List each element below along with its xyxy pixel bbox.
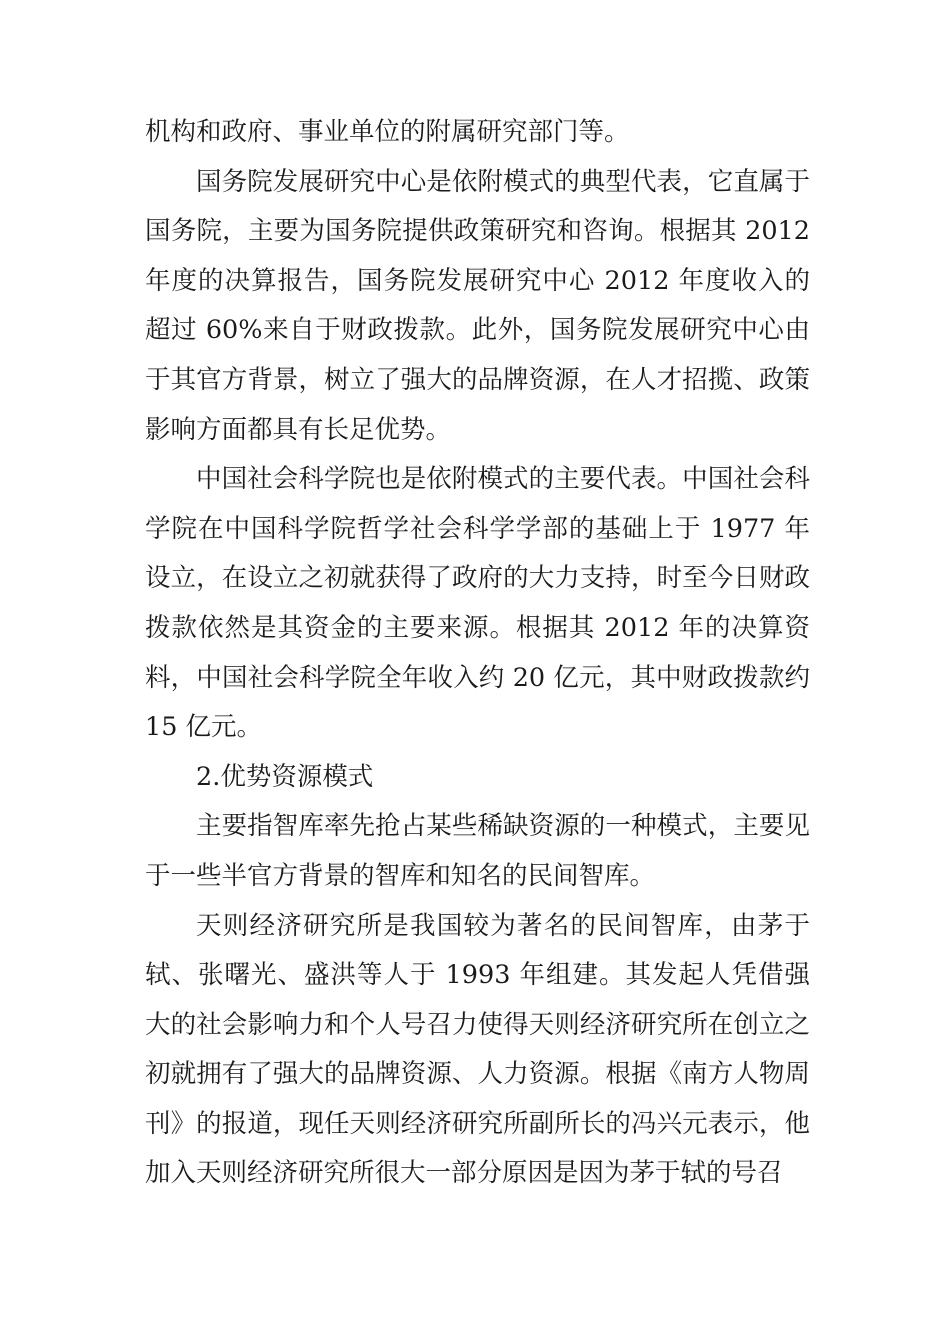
document-body <box>145 108 810 1199</box>
section-heading: 2.优势资源模式 <box>196 761 374 792</box>
paragraph-cass: 中国社会科学院也是依附模式的主要代表。中国社会科学院在中国科学院哲学社会科学学部的基础上于 1977 年设立，在设立之初就获得了政府的大力支持，时至今日财政拨款依然是其资金的主要来源。根据其 2012 年的决算资料，中国社会科学院全年收入约 20 亿元，其中财政拨款约 15 亿元。 <box>145 464 810 743</box>
paragraph-unirule: 天则经济研究所是我国较为著名的民间智库，由茅于轼、张曙光、盛洪等人于 1993 年组建。其发起人凭借强大的社会影响力和个人号召力使得天则经济研究所在创立之初就拥有了强大的品牌资源、人力资源。根据《南方人物周刊》的报道，现任天则经济研究所副所长的冯兴元表示，他加入天则经济研究所很大一部分原因是因为茅于轼的号召 <box>145 910 810 1189</box>
paragraph-definition: 主要指智库率先抢占某些稀缺资源的一种模式，主要见于一些半官方背景的智库和知名的民间智库。 <box>145 811 810 891</box>
paragraph-continuation: 机构和政府、事业单位的附属研究部门等。 <box>145 117 630 147</box>
paragraph-drc: 国务院发展研究中心是依附模式的典型代表，它直属于国务院，主要为国务院提供政策研究和咨询。根据其 2012 年度的决算报告，国务院发展研究中心 2012 年度收入的超过 60%来自于财政拨款。此外，国务院发展研究中心由于其官方背景，树立了强大的品牌资源，在人才招揽、政策影响方面都具有长足优势。 <box>145 166 810 445</box>
